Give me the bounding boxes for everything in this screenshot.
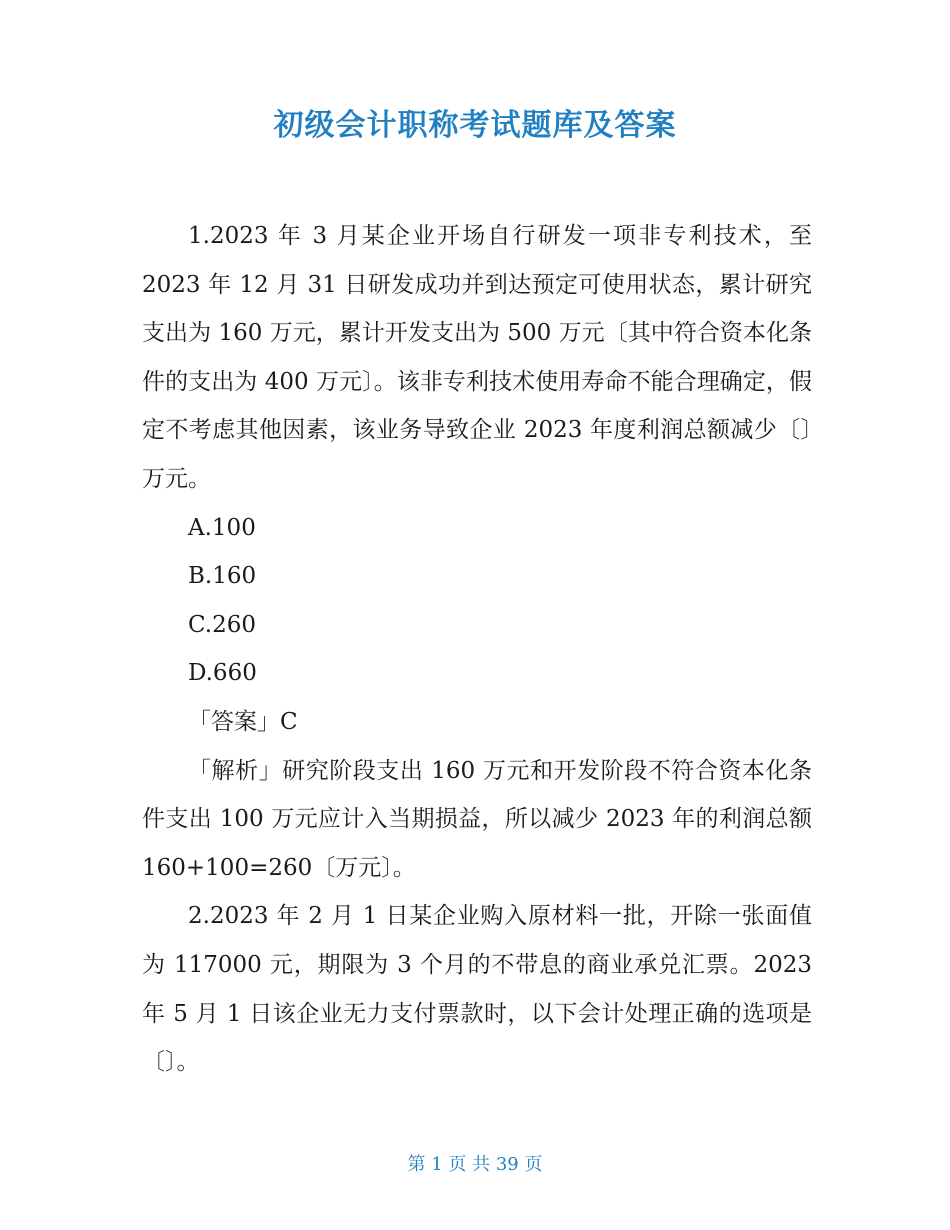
- question-1-stem: 1.2023 年 3 月某企业开场自行研发一项非专利技术，至 2023 年 12 月 31 日研发成功并到达预定可使用状态，累计研究支出为 160 万元，累计开发支出为 500 万元〔其中符合资本化条件的支出为 400 万元〕。该非专利技术使用寿命不能合理确定，假定不考虑其他因素，该业务导致企业 2023 年度利润总额减少〔〕万元。: [142, 223, 820, 492]
- question-1-option-d: D.660: [188, 660, 257, 687]
- page-number: 第 1 页 共 39 页: [407, 1154, 543, 1175]
- question-1-answer: 「答案」C: [188, 708, 298, 735]
- document-body: [142, 212, 820, 1087]
- page-title: 初级会计职称考试题库及答案: [273, 108, 677, 143]
- question-1-option-b: B.160: [188, 563, 257, 590]
- question-1-analysis: 「解析」研究阶段支出 160 万元和开发阶段不符合资本化条件支出 100 万元应计入当期损益，所以减少 2023 年的利润总额 160+100=260〔万元〕。: [142, 757, 820, 881]
- question-1-option-c: C.260: [188, 611, 256, 638]
- question-1-option-a: A.100: [188, 514, 256, 541]
- question-2-stem: 2.2023 年 2 月 1 日某企业购入原材料一批，开除一张面值为 117000 元，期限为 3 个月的不带息的商业承兑汇票。2023 年 5 月 1 日该企业无力支付票款时，以下会计处理正确的选项是〔〕。: [142, 903, 820, 1076]
